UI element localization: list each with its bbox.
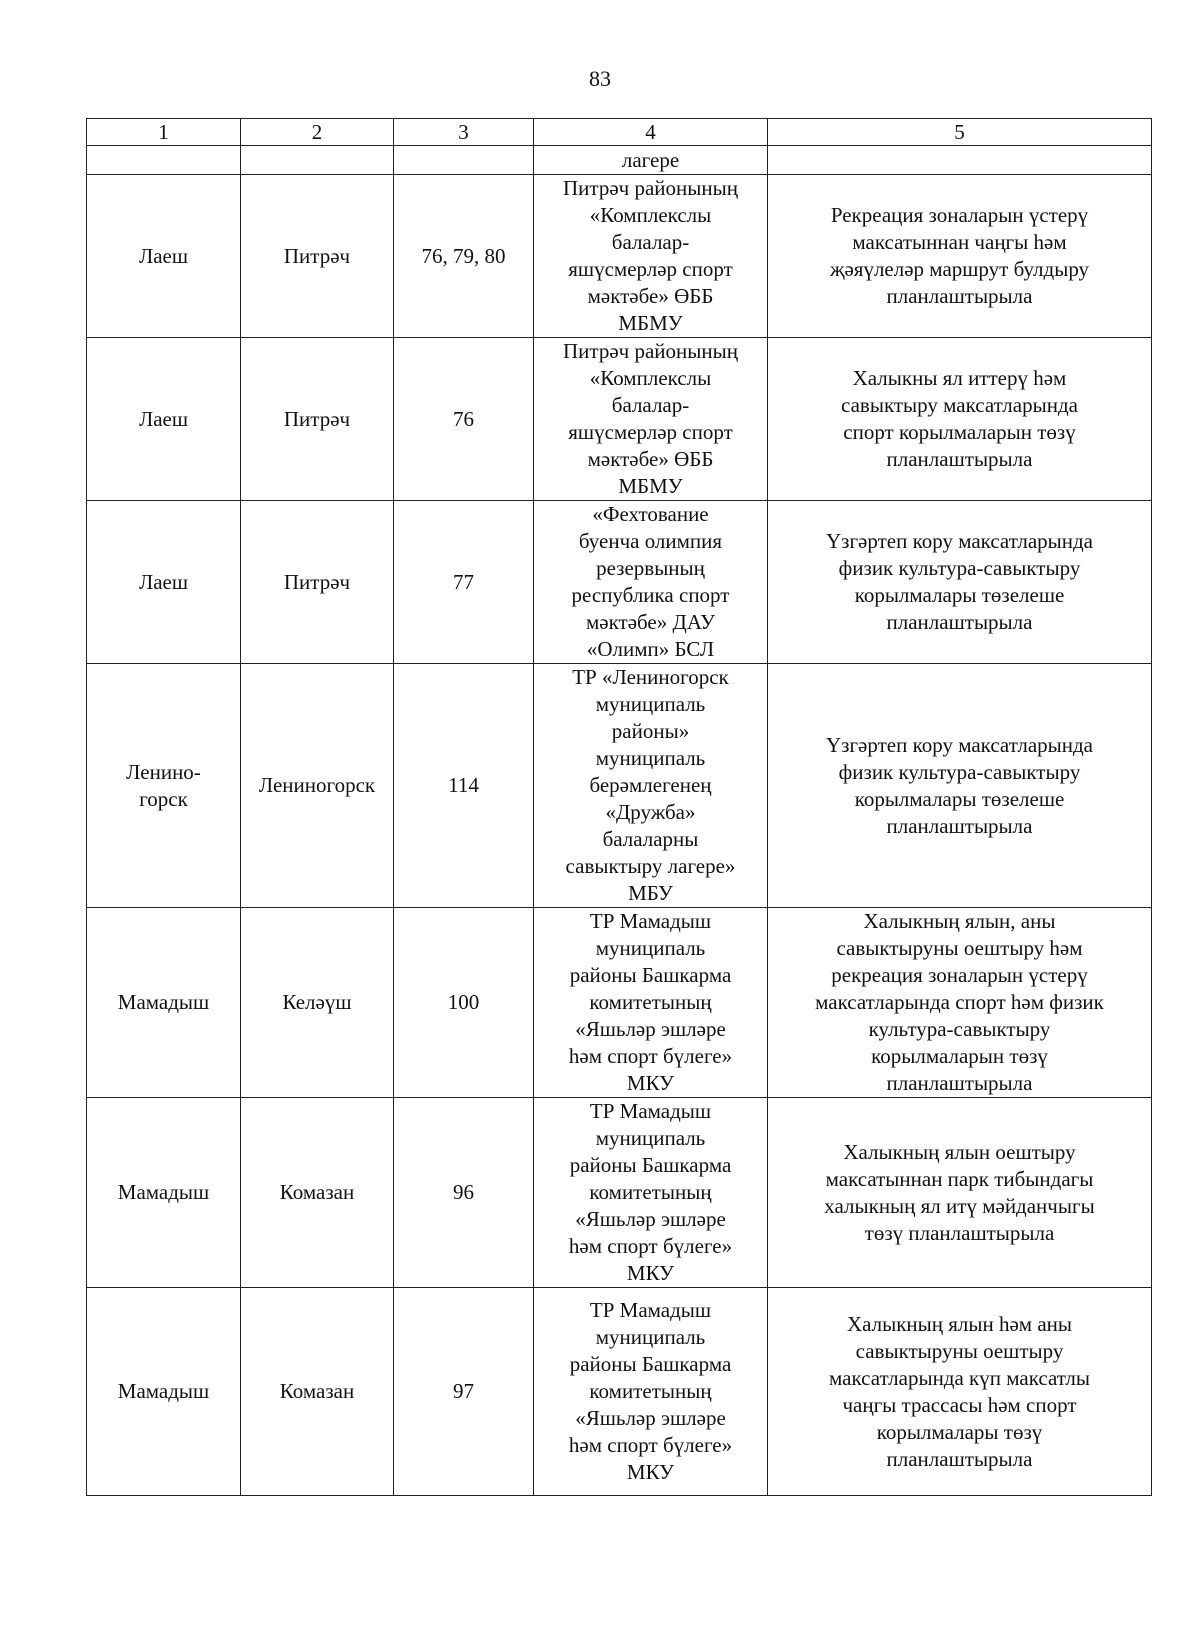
column-header: 3 — [394, 119, 534, 146]
purpose-cell: Халыкның ялын һәм аны савыктыруны оештыру максатларында күп максатлы чаңгы трассасы һәм спорт корылмалары төзү планлаштырыла — [768, 1288, 1152, 1496]
document-table — [86, 118, 1152, 1496]
page-number: 83 — [589, 66, 611, 91]
parcel-cell: 76 — [394, 338, 534, 501]
header-row — [87, 119, 1152, 146]
column-header: 5 — [768, 119, 1152, 146]
table-row — [87, 1288, 1152, 1496]
table-row — [87, 1098, 1152, 1288]
column-header: 2 — [241, 119, 394, 146]
purpose-cell: Үзгәртеп кору максатларында физик культура-савыктыру корылмалары төзелеше планлаштырыла — [768, 501, 1152, 664]
parcel-cell — [394, 146, 534, 175]
purpose-cell: Халыкны ял иттерү һәм савыктыру максатларында спорт корылмаларын төзү планлаштырыла — [768, 338, 1152, 501]
parcel-cell: 77 — [394, 501, 534, 664]
table-row — [87, 501, 1152, 664]
purpose-cell: Рекреация зоналарын үстерү максатыннан чаңгы һәм җәяүлеләр маршрут булдыру планлаштырыла — [768, 175, 1152, 338]
district-cell: Лаеш — [87, 501, 241, 664]
district-cell: Мамадыш — [87, 908, 241, 1098]
owner-cell: ТР Мамадыш муниципаль районы Башкарма комитетының «Яшьләр эшләре һәм спорт бүлеге» МКУ — [534, 1098, 768, 1288]
purpose-cell: Халыкның ялын оештыру максатыннан парк тибындагы халыкның ял итү мәйданчыгы төзү планлаштырыла — [768, 1098, 1152, 1288]
settlement-cell: Келәүш — [241, 908, 394, 1098]
owner-cell: ТР Мамадыш муниципаль районы Башкарма комитетының «Яшьләр эшләре һәм спорт бүлеге» МКУ — [534, 1288, 768, 1496]
parcel-cell: 100 — [394, 908, 534, 1098]
settlement-cell: Питрәч — [241, 175, 394, 338]
purpose-cell: Халыкның ялын, аны савыктыруны оештыру һәм рекреация зоналарын үстерү максатларында спорт һәм физик культура-савыктыру корылмаларын төзү планлаштырыла — [768, 908, 1152, 1098]
table-row — [87, 175, 1152, 338]
table-row — [87, 664, 1152, 908]
column-header: 1 — [87, 119, 241, 146]
district-cell — [87, 146, 241, 175]
parcel-cell: 97 — [394, 1288, 534, 1496]
district-cell: Мамадыш — [87, 1098, 241, 1288]
table-row — [87, 338, 1152, 501]
settlement-cell: Питрәч — [241, 338, 394, 501]
district-cell: Мамадыш — [87, 1288, 241, 1496]
settlement-cell: Комазан — [241, 1288, 394, 1496]
settlement-cell: Питрәч — [241, 501, 394, 664]
owner-cell: Питрәч районының «Комплекслы балалар- яшүсмерләр спорт мәктәбе» ӨББ МБМУ — [534, 338, 768, 501]
settlement-cell: Лениногорск — [241, 664, 394, 908]
purpose-cell: Үзгәртеп кору максатларында физик культура-савыктыру корылмалары төзелеше планлаштырыла — [768, 664, 1152, 908]
purpose-cell — [768, 146, 1152, 175]
parcel-cell: 76, 79, 80 — [394, 175, 534, 338]
settlement-cell — [241, 146, 394, 175]
owner-cell: ТР Мамадыш муниципаль районы Башкарма комитетының «Яшьләр эшләре һәм спорт бүлеге» МКУ — [534, 908, 768, 1098]
district-cell: Ленино- горск — [87, 664, 241, 908]
parcel-cell: 96 — [394, 1098, 534, 1288]
owner-cell: Питрәч районының «Комплекслы балалар- яшүсмерләр спорт мәктәбе» ӨББ МБМУ — [534, 175, 768, 338]
owner-cell: «Фехтование буенча олимпия резервының республика спорт мәктәбе» ДАУ «Олимп» БСЛ — [534, 501, 768, 664]
parcel-cell: 114 — [394, 664, 534, 908]
district-cell: Лаеш — [87, 338, 241, 501]
owner-cell: ТР «Лениногорск муниципаль районы» муниципаль берәмлегенең «Дружба» балаларны савыктыру лагере» МБУ — [534, 664, 768, 908]
owner-cell: лагере — [534, 146, 768, 175]
continuation-row — [87, 146, 1152, 175]
table-row — [87, 908, 1152, 1098]
column-header: 4 — [534, 119, 768, 146]
settlement-cell: Комазан — [241, 1098, 394, 1288]
district-cell: Лаеш — [87, 175, 241, 338]
